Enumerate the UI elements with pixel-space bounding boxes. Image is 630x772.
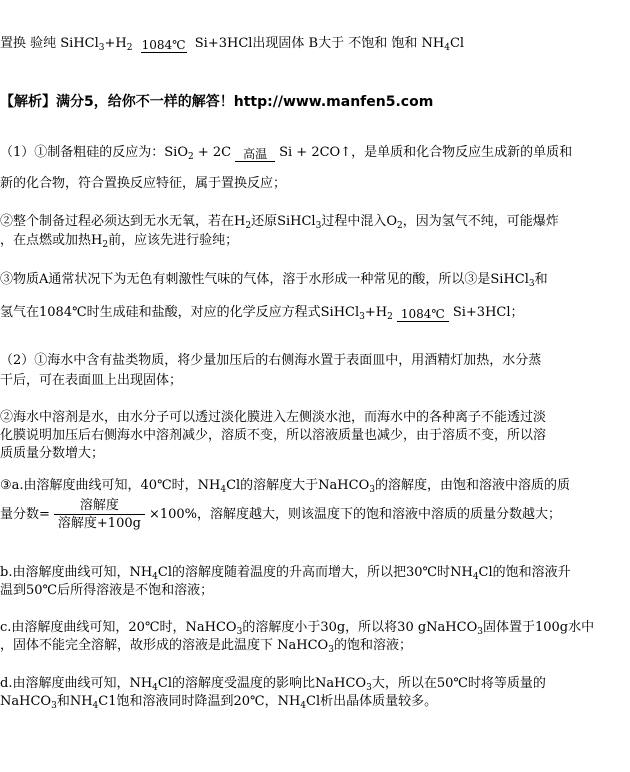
text: Cl的溶解度受温度的影响比NaHCO (157, 676, 367, 691)
text: 还原SiHCl (251, 214, 316, 229)
paragraph-6-line-1 (0, 477, 570, 495)
condition-label: 1084℃ (141, 38, 186, 52)
text: c.由溶解度曲线可知，20℃时，NaHCO (0, 620, 237, 635)
answer-text-3: Si+3HCl出现固体 B大于 不饱和 饱和 NH (190, 36, 445, 51)
text: 的饱和溶液； (333, 638, 412, 653)
mass-fraction-formula (54, 497, 145, 532)
text: 和NH (56, 694, 93, 709)
condition-label: 高温 (243, 147, 268, 161)
condition-bar (141, 52, 187, 53)
subscript: 3 (98, 43, 105, 53)
paragraph-5-line-2 (0, 427, 546, 445)
answer-text-2: +H (104, 36, 127, 51)
paragraph-5-line-1 (0, 409, 546, 427)
condition-bar (235, 161, 275, 162)
paragraph-8-line-1 (0, 619, 594, 637)
paragraph-1-line-1 (0, 144, 572, 162)
text: ×100%，溶解度越大，则该温度下的饱和溶液中溶质的质量分数越大； (148, 507, 561, 522)
text: C1饱和溶液同时降温到20℃，NH (98, 694, 301, 709)
subscript: 3 (366, 683, 372, 693)
subscript: 4 (92, 701, 99, 711)
paragraph-2-line-1 (0, 213, 559, 231)
text: 化膜说明加压后右侧海水中溶剂减少，溶质不变，所以溶液质量也减少，由于溶质不变，所以溶 (0, 428, 547, 443)
subscript: 3 (359, 312, 365, 322)
subscript: 3 (236, 627, 243, 637)
text: NaHCO (0, 694, 52, 709)
paragraph-7-line-2 (0, 582, 213, 600)
subscript: 3 (477, 627, 483, 637)
fraction-denominator: 溶解度+100g (57, 516, 141, 531)
text: ，固体不能完全溶解，故形成的溶液是此温度下 NaHCO (0, 638, 329, 653)
subscript: 4 (300, 701, 307, 711)
text: +H (364, 305, 388, 320)
subscript: 4 (444, 43, 450, 53)
text: 的溶解度小于30g，所以将30 gNaHCO (242, 620, 478, 635)
paragraph-5-line-3 (0, 445, 104, 463)
condition-label: 1084℃ (400, 307, 445, 321)
subscript: 2 (387, 312, 393, 322)
answer-line (0, 35, 464, 53)
subscript: 4 (472, 572, 479, 582)
subscript: 2 (188, 152, 194, 162)
text: ，因为氢气不纯，可能爆炸 (402, 214, 559, 229)
text: 过程中混入O (321, 214, 397, 229)
text: 新的化合物，符合置换反应特征，属于置换反应； (0, 176, 287, 191)
text: 干后，可在表面皿上出现固体； (0, 373, 183, 388)
text: Cl的饱和溶液升 (478, 565, 571, 580)
text: 前，应该先进行验纯； (108, 233, 239, 248)
text: ③a.由溶解度曲线可知，40℃时，NH (0, 478, 221, 493)
subscript: 2 (126, 43, 133, 53)
subscript: 3 (51, 701, 57, 711)
text: Cl的溶解度随着温度的升高而增大，所以把30℃时NH (157, 565, 473, 580)
reaction-condition (137, 39, 191, 53)
subscript: 3 (328, 645, 334, 655)
reaction-condition (393, 308, 453, 322)
subscript: 3 (528, 279, 535, 289)
paragraph-1-line-2 (0, 175, 286, 193)
paragraph-6-line-2 (0, 497, 561, 532)
text: （1）①制备粗硅的反应为：SiO (0, 145, 188, 160)
analysis-banner: 【解析】满分5，给你不一样的解答！http://www.manfen5.com (0, 94, 434, 110)
fraction-numerator: 溶解度 (54, 497, 145, 515)
text: d.由溶解度曲线可知，NH (0, 676, 153, 691)
text: ③物质A通常状况下为无色有刺激性气味的气体，溶于水形成一种常见的酸，所以③是SiHCl (0, 272, 529, 287)
answer-text-1: 置换 验纯 SiHCl (0, 36, 99, 51)
text: Cl析出晶体质量较多。 (306, 694, 438, 709)
text: 大，所以在50℃时将等质量的 (371, 676, 546, 691)
text: ②海水中溶剂是水，由水分子可以透过淡化膜进入左侧淡水池，而海水中的各种离子不能透过淡 (0, 410, 547, 425)
answer-text-4: Cl (449, 36, 465, 51)
paragraph-7-line-1 (0, 564, 571, 582)
subscript: 4 (152, 572, 158, 582)
subscript: 3 (369, 485, 375, 495)
paragraph-9-line-2 (0, 693, 437, 711)
paragraph-8-line-2 (0, 637, 412, 655)
paragraph-2-line-2 (0, 232, 238, 250)
text: + 2C (193, 145, 232, 160)
subscript: 2 (397, 221, 403, 231)
text: Cl的溶解度大于NaHCO (226, 478, 370, 493)
paragraph-4-line-1 (0, 352, 541, 370)
reaction-condition (231, 148, 279, 162)
paragraph-4-line-2 (0, 372, 182, 390)
paragraph-9-line-1 (0, 675, 546, 693)
subscript: 2 (102, 240, 109, 250)
text: Si + 2CO↑，是单质和化合物反应生成新的单质和 (279, 145, 573, 160)
text: 温到50℃后所得溶液是不饱和溶液； (0, 583, 214, 598)
text: 固体置于100g水中 (482, 620, 595, 635)
subscript: 4 (220, 485, 227, 495)
text: Si+3HCl； (452, 305, 524, 320)
text: b.由溶解度曲线可知，NH (0, 565, 153, 580)
text: ②整个制备过程必须达到无水无氧，若在H (0, 214, 246, 229)
paragraph-3-line-2 (0, 304, 524, 322)
text: 氢气在1084℃时生成硅和盐酸，对应的化学反应方程式SiHCl (0, 305, 360, 320)
text: 和 (534, 272, 548, 287)
text: 质质量分数增大； (0, 446, 105, 461)
subscript: 3 (315, 221, 322, 231)
text: 量分数= (0, 507, 50, 522)
text: 的溶解度，由饱和溶液中溶质的质 (374, 478, 570, 493)
subscript: 2 (245, 221, 252, 231)
text: ，在点燃或加热H (0, 233, 103, 248)
subscript: 4 (152, 683, 158, 693)
text: （2）①海水中含有盐类物质，将少量加压后的右侧海水置于表面皿中，用酒精灯加热，水分蒸 (0, 353, 542, 368)
condition-bar (397, 321, 449, 322)
paragraph-3-line-1 (0, 271, 548, 289)
